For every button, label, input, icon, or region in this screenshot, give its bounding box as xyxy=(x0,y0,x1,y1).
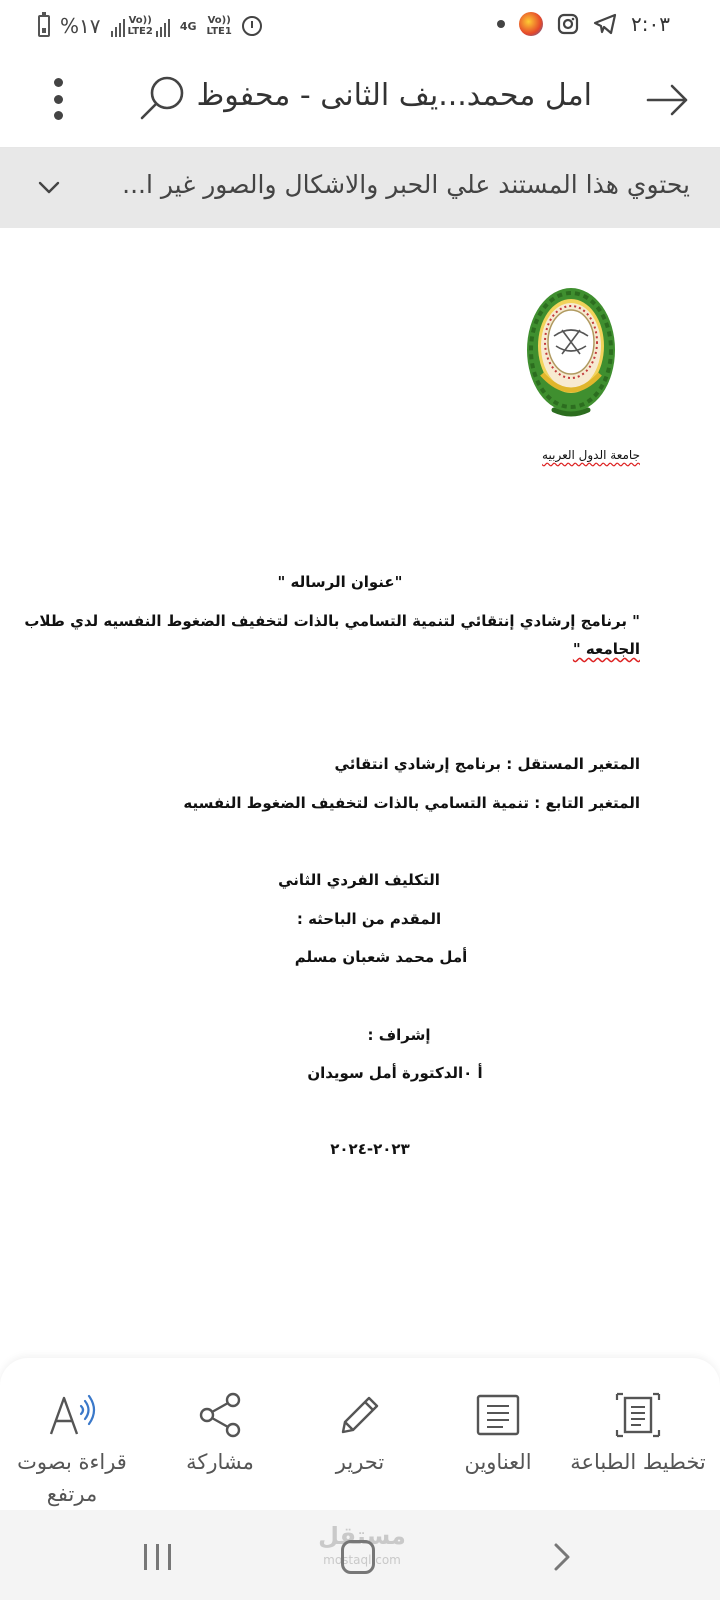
edit-label: تحرير xyxy=(335,1450,385,1474)
network-type: 4G xyxy=(179,19,197,33)
bottom-toolbar xyxy=(0,1358,720,1510)
pencil-icon xyxy=(335,1390,385,1440)
alarm-icon xyxy=(242,16,262,36)
watermark-arabic: مستقل xyxy=(318,1522,406,1550)
battery-percent: %١٧ xyxy=(60,14,101,38)
instagram-icon xyxy=(557,13,579,35)
arab-league-seal-logo xyxy=(524,284,618,422)
status-right-group xyxy=(497,12,670,36)
print-layout-icon xyxy=(613,1390,663,1440)
app-header xyxy=(0,52,720,148)
document-page xyxy=(0,228,720,1358)
signal-bars-icon xyxy=(111,19,125,37)
print-layout-button[interactable] xyxy=(566,1358,710,1510)
supervisor-name: أ ٠الدكتورة أمل سويدان xyxy=(307,1064,483,1082)
document-info-banner[interactable] xyxy=(0,148,720,228)
thesis-title-line-2: الجامعه " xyxy=(572,640,640,658)
telegram-icon xyxy=(593,13,617,35)
more-vertical-icon xyxy=(54,95,63,104)
search-icon[interactable] xyxy=(138,72,188,122)
read-aloud-button[interactable] xyxy=(0,1358,144,1510)
watermark-latin: mostaql.com xyxy=(323,1553,401,1567)
edit-button[interactable] xyxy=(288,1358,432,1510)
more-vertical-icon xyxy=(54,111,63,120)
author-name: أمل محمد شعبان مسلم xyxy=(294,948,468,966)
independent-variable: المتغير المستقل : برنامج إرشادي انتقائي xyxy=(334,755,640,773)
document-title: امل محمد...يف الثانى - محفوظ xyxy=(196,78,592,113)
thesis-title-line-1: " برنامج إرشادي إنتقائي لتنمية التسامي بالذات لتخفيف الضغوط النفسيه لدي طلاب xyxy=(24,612,640,630)
sim2-label: Vo)) LTE2 xyxy=(127,15,153,37)
print-layout-label: تخطيط الطباعة xyxy=(570,1450,706,1474)
app-notification-icon xyxy=(519,12,543,36)
share-label: مشاركة xyxy=(186,1450,254,1474)
read-aloud-label: قراءة بصوت مرتفع xyxy=(17,1450,127,1506)
recents-icon xyxy=(168,1544,171,1570)
chevron-down-icon[interactable] xyxy=(36,174,62,200)
home-button[interactable] xyxy=(341,1540,375,1574)
share-icon xyxy=(195,1390,245,1440)
more-options-button[interactable] xyxy=(40,76,76,122)
assignment-label: التكليف الفردي الثاني xyxy=(278,871,440,889)
more-vertical-icon xyxy=(54,78,63,87)
read-aloud-icon xyxy=(47,1390,97,1440)
recent-apps-button[interactable] xyxy=(144,1544,171,1570)
sim1-label: Vo)) LTE1 xyxy=(206,15,232,37)
banner-message: يحتوي هذا المستند علي الحبر والاشكال والصور غير ا... xyxy=(122,170,690,199)
headings-button[interactable] xyxy=(426,1358,570,1510)
share-button[interactable] xyxy=(148,1358,292,1510)
supervision-label: إشراف : xyxy=(367,1026,431,1044)
system-nav-bar xyxy=(0,1510,720,1600)
academic-year: ٢٠٢٣-٢٠٢٤ xyxy=(330,1140,410,1158)
thesis-heading: "عنوان الرساله " xyxy=(277,573,403,591)
battery-icon xyxy=(38,15,50,37)
signal-bars-icon xyxy=(156,19,170,37)
nav-back-chevron-icon[interactable] xyxy=(548,1542,576,1572)
status-bar xyxy=(0,0,720,52)
organization-name: جامعة الدول العربيه xyxy=(542,448,640,462)
headings-label: العناوين xyxy=(464,1450,532,1474)
status-left-group xyxy=(38,14,262,38)
dependent-variable: المتغير التابع : تنمية التسامي بالذات لتخفيف الضغوط النفسيه xyxy=(183,794,640,812)
presented-by-label: المقدم من الباحثه : xyxy=(296,910,442,928)
recents-icon xyxy=(144,1544,147,1570)
arrow-right-icon[interactable] xyxy=(644,76,692,124)
headings-icon xyxy=(473,1390,523,1440)
sim2-signal xyxy=(111,15,170,37)
status-time: ٢:٠٣ xyxy=(631,12,670,36)
recents-icon xyxy=(156,1544,159,1570)
notification-dot-icon xyxy=(497,20,505,28)
